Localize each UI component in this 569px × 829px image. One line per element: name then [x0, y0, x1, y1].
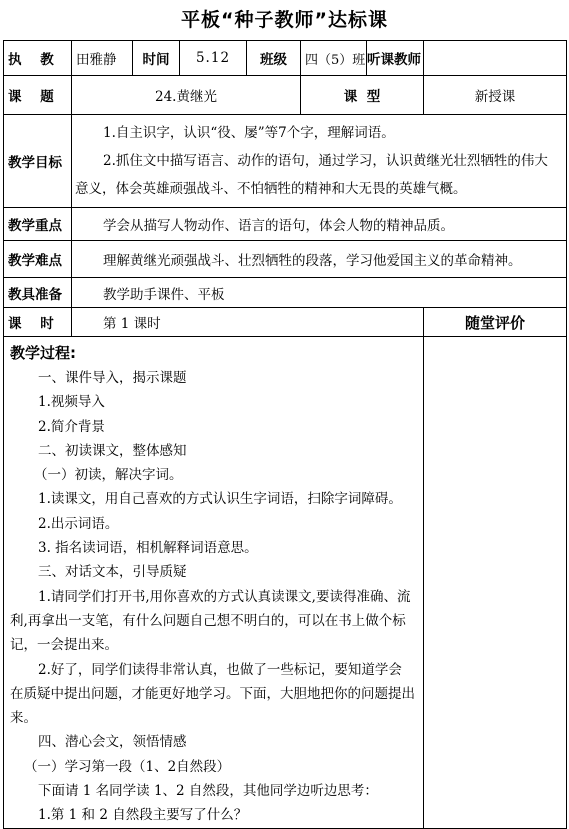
row-period: [4, 308, 567, 337]
type-value: 新授课: [424, 76, 567, 115]
row-aids: [4, 278, 567, 308]
goals-content: [72, 115, 567, 208]
goals-label: 教学目标: [4, 115, 72, 208]
process-content: [4, 337, 424, 829]
process-line: 三、对话文本，引导质疑: [38, 564, 187, 581]
class-value: 四（5）班: [301, 41, 367, 76]
topic-value: 24.黄继光: [72, 76, 301, 115]
goal-2: 2.抓住文中描写语言、动作的语句，通过学习，认识黄继光壮烈牺牲的伟大意义，体会英雄顽强战斗、不怕牺牲的精神和大无畏的英雄气概。: [75, 153, 548, 197]
process-line: 一、课件导入，揭示课题: [38, 370, 187, 386]
row-process: [4, 337, 567, 829]
row-goals: [4, 115, 567, 208]
process-line: （一）初读，解决字词。: [34, 467, 183, 484]
class-label: 班级: [247, 41, 301, 76]
difficulty-text: 理解黄继光顽强战斗、壮烈牺牲的段落，学习他爱国主义的革命精神。: [72, 241, 567, 278]
focus-text: 学会从描写人物动作、语言的语句，体会人物的精神品质。: [72, 208, 567, 241]
topic-label: 课 题: [4, 76, 72, 115]
observer-value: [424, 41, 567, 76]
process-title: 教学过程:: [10, 344, 76, 362]
row-difficulty: [4, 241, 567, 278]
aids-text: 教学助手课件、平板: [72, 278, 567, 308]
eval-column: [424, 337, 567, 829]
process-line: 1.请同学们打开书,用你喜欢的方式认真读课文,要读得准确、流利,再拿出一支笔，有什么问题自己想不明白的，可以在书上做个标记，一会提出来。: [10, 588, 411, 654]
teacher-value: 田雅静: [72, 41, 133, 76]
process-line: 1.读课文，用自己喜欢的方式认识生字词语，扫除字词障碍。: [38, 491, 402, 508]
document-title: 平板“种子教师”达标课: [181, 9, 388, 31]
time-label: 时间: [133, 41, 180, 76]
process-line: 1.视频导入: [38, 394, 105, 411]
process-line: 四、潜心会文，领悟情感: [38, 734, 187, 751]
process-line: 1.第 1 和 2 自然段主要写了什么？: [38, 807, 248, 824]
process-line: 2.简介背景: [38, 418, 105, 435]
process-line: 下面请 1 名同学读 1、2 自然段，其他同学边听边思考：: [38, 783, 378, 800]
row-focus: [4, 208, 567, 241]
observer-label: 听课教师: [367, 41, 424, 76]
lesson-plan-table: [3, 40, 567, 829]
process-line: 2.出示词语。: [38, 515, 119, 532]
period-label: 课 时: [4, 308, 72, 337]
process-line: 2.好了，同学们读得非常认真，也做了一些标记，要知道学会在质疑中提出问题，才能更好地学习。下面，大胆地把你的问题提出来。: [10, 661, 415, 727]
process-line: （一）学习第一段（1、2自然段）: [24, 758, 231, 775]
goal-1: 1.自主识字，认识“役、屡”等7个字，理解词语。: [103, 125, 395, 141]
teacher-label: 执 教: [4, 41, 72, 76]
time-value: 5.12: [180, 41, 247, 76]
aids-label: 教具准备: [4, 278, 72, 308]
difficulty-label: 教学难点: [4, 241, 72, 278]
eval-label: 随堂评价: [424, 308, 567, 337]
process-line: 3. 指名读词语，相机解释词语意思。: [38, 540, 258, 557]
process-line: 二、初读课文，整体感知: [38, 442, 187, 459]
focus-label: 教学重点: [4, 208, 72, 241]
period-text: 第 1 课时: [72, 308, 424, 337]
row-teacher-info: [4, 41, 567, 76]
row-topic: [4, 76, 567, 115]
type-label: 课 型: [301, 76, 424, 115]
